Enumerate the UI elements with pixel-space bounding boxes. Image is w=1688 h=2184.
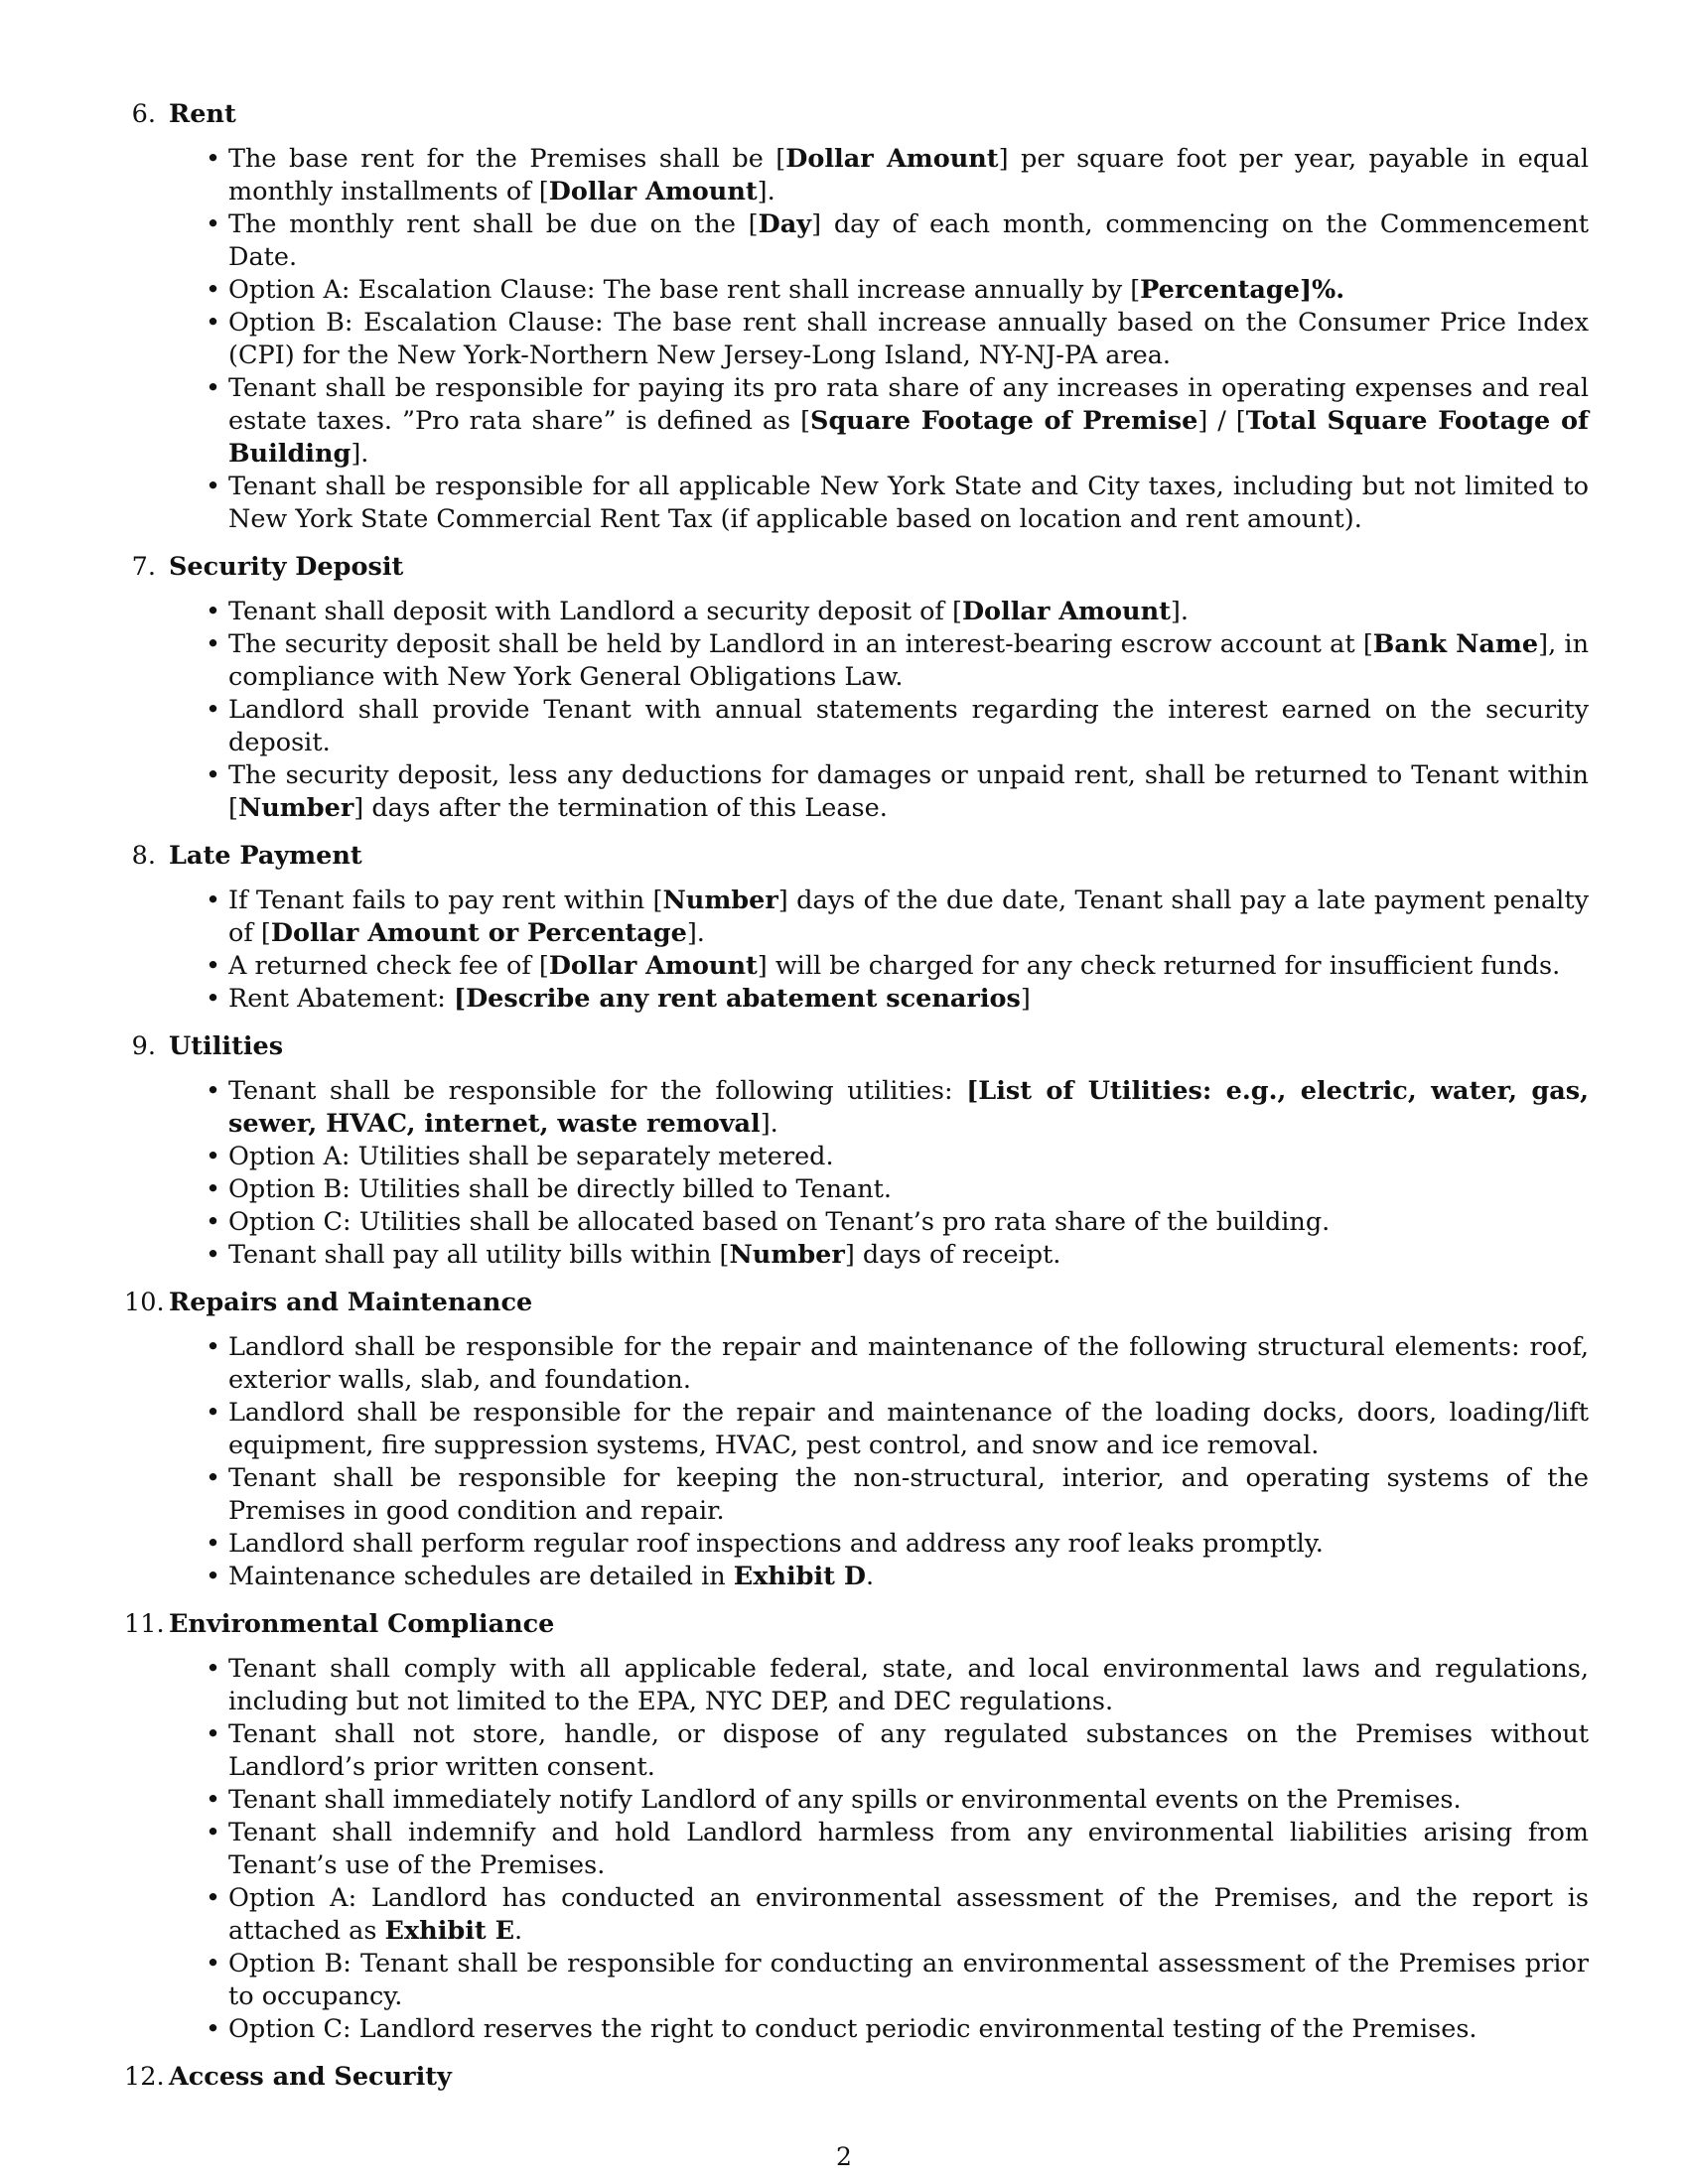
section-heading [124, 1607, 1589, 1642]
clause-text: ] days of receipt. [844, 1240, 1061, 1270]
clause-text: Option A: Utilities shall be separately metered. [228, 1142, 834, 1171]
clause-item [228, 143, 1589, 208]
clause-item [228, 950, 1589, 983]
placeholder-field: Number [729, 1240, 845, 1270]
clause-item [228, 1561, 1589, 1593]
clause-text: ]. [686, 918, 705, 948]
section-11 [124, 1607, 1589, 2046]
placeholder-field: Exhibit D [733, 1562, 866, 1591]
placeholder-field: Bank Name [1372, 629, 1539, 659]
clause-list [124, 1331, 1589, 1593]
clause-text: The security deposit shall be held by Landlord in an interest-bearing escrow account at [ [228, 629, 1373, 659]
section-6 [124, 97, 1589, 536]
clause-text: Landlord shall be responsible for the repair and maintenance of the following structural elements: roof, exterior walls, slab, and foundation. [228, 1332, 1589, 1395]
page-number: 2 [836, 2142, 852, 2171]
clause-text: A returned check fee of [ [228, 951, 549, 981]
clause-text: ]. [1170, 597, 1189, 626]
clause-text: The monthly rent shall be due on the [ [228, 209, 759, 239]
clause-text: Tenant shall be responsible for all applicable New York State and City taxes, including but not limited to New York State Commercial Rent Tax (if applicable based on location and rent amount). [228, 472, 1589, 534]
clause-item [228, 471, 1589, 536]
clause-item [228, 694, 1589, 759]
section-7 [124, 550, 1589, 825]
section-title: Late Payment [169, 841, 362, 871]
section-number: 6. [131, 99, 156, 129]
clause-text: Tenant shall immediately notify Landlord of any spills or environmental events on the Premises. [228, 1785, 1462, 1815]
clause-item [228, 1528, 1589, 1561]
clause-text: Tenant shall comply with all applicable federal, state, and local environmental laws and regulations, including but not limited to the EPA, NYC DEP, and DEC regulations. [228, 1654, 1589, 1716]
section-title: Environmental Compliance [169, 1609, 555, 1639]
placeholder-field: Total Square Footage of Building [228, 406, 1589, 469]
clause-text: Maintenance schedules are detailed in [228, 1562, 734, 1591]
clause-item [228, 983, 1589, 1016]
clause-text: ] days after the termination of this Lease. [353, 793, 888, 823]
placeholder-field: Percentage [1140, 275, 1300, 305]
clause-item [228, 208, 1589, 274]
section-number: 12. [124, 2062, 165, 2092]
section-heading [124, 1029, 1589, 1064]
clause-text: The security deposit, less any deductions for damages or unpaid rent, shall be returned to Tenant within [ [228, 760, 1589, 823]
clause-text: ] / [ [1197, 406, 1246, 436]
clause-text: Landlord shall perform regular roof inspections and address any roof leaks promptly. [228, 1529, 1324, 1559]
clause-item [228, 1718, 1589, 1784]
placeholder-field: Dollar Amount [548, 177, 758, 206]
clause-text: Option B: Escalation Clause: The base rent shall increase annually based on the Consumer Price Index (CPI) for the New York-Northern New Jersey-Long Island, NY-NJ-PA area. [228, 308, 1589, 370]
clause-item [228, 1173, 1589, 1206]
section-title: Repairs and Maintenance [169, 1288, 533, 1317]
placeholder-field: Dollar Amount or Percentage [270, 918, 687, 948]
clause-text: Option A: Escalation Clause: The base rent shall increase annually by [ [228, 275, 1141, 305]
clause-text: ]. [757, 177, 775, 206]
clause-text: . [865, 1562, 875, 1591]
section-10 [124, 1286, 1589, 1593]
clause-text: Option C: Landlord reserves the right to conduct periodic environmental testing of the Premises. [228, 2014, 1477, 2044]
clause-item [228, 307, 1589, 372]
clause-item [228, 1206, 1589, 1239]
section-title: Access and Security [169, 2062, 452, 2092]
section-8 [124, 839, 1589, 1016]
clause-text: Landlord shall provide Tenant with annual statements regarding the interest earned on the security deposit. [228, 695, 1589, 757]
clause-item [228, 1331, 1589, 1397]
clause-item [228, 372, 1589, 471]
placeholder-field: Number [237, 793, 354, 823]
section-title: Security Deposit [169, 552, 404, 582]
clause-text: ] will be charged for any check returned for insufficient funds. [757, 951, 1561, 981]
clause-text: Rent Abatement: [228, 984, 454, 1014]
section-number: 11. [124, 1609, 165, 1639]
clause-list [124, 1075, 1589, 1272]
section-heading [124, 1286, 1589, 1320]
section-number: 9. [131, 1031, 156, 1061]
clause-item [228, 759, 1589, 825]
clause-item [228, 2013, 1589, 2046]
clause-text: Tenant shall deposit with Landlord a security deposit of [ [228, 597, 962, 626]
clause-text: The base rent for the Premises shall be [ [228, 144, 786, 174]
clause-item [228, 596, 1589, 628]
placeholder-field: Number [662, 886, 778, 915]
clause-text: Tenant shall be responsible for keeping the non-structural, interior, and operating systems of the Premises in good condition and repair. [228, 1463, 1589, 1526]
placeholder-field: Dollar Amount [548, 951, 758, 981]
clause-item [228, 1141, 1589, 1173]
clause-text: Tenant shall be responsible for the following utilities: [228, 1076, 967, 1106]
clause-text: ], in compliance with New York General Obligations Law. [228, 629, 1589, 692]
clause-text: Option C: Utilities shall be allocated based on Tenant’s pro rata share of the building. [228, 1207, 1331, 1237]
clause-item [228, 1462, 1589, 1528]
clause-text: Landlord shall be responsible for the repair and maintenance of the loading docks, doors, loading/lift equipment, fire suppression systems, HVAC, pest control, and snow and ice removal. [228, 1398, 1589, 1460]
placeholder-field: Dollar Amount [785, 144, 999, 174]
section-heading [124, 550, 1589, 585]
clause-list [124, 1653, 1589, 2046]
clause-text: Tenant shall indemnify and hold Landlord harmless from any environmental liabilities arising from Tenant’s use of the Premises. [228, 1818, 1589, 1880]
clause-item [228, 1817, 1589, 1882]
clause-text: If Tenant fails to pay rent within [ [228, 886, 663, 915]
clause-list [124, 885, 1589, 1016]
clause-item [228, 1397, 1589, 1462]
clause-item [228, 1784, 1589, 1817]
section-title: Utilities [169, 1031, 284, 1061]
section-number: 10. [124, 1288, 165, 1317]
clause-item [228, 1239, 1589, 1272]
clause-item [228, 1948, 1589, 2013]
section-heading [124, 839, 1589, 874]
clause-text: Option A: Landlord has conducted an environmental assessment of the Premises, and the report is attached as [228, 1883, 1589, 1946]
clause-item [228, 628, 1589, 694]
placeholder-field: [Describe any rent abatement scenarios [454, 984, 1021, 1014]
clause-text: . [514, 1916, 523, 1946]
placeholder-field: Square Footage of Premise [810, 406, 1198, 436]
placeholder-field: ]%. [1299, 275, 1345, 305]
clause-text: Tenant shall pay all utility bills within [ [228, 1240, 730, 1270]
clause-text: ]. [351, 439, 369, 469]
section-number: 7. [131, 552, 156, 582]
clause-item [228, 1882, 1589, 1948]
clause-text: Tenant shall be responsible for paying its pro rata share of any increases in operating expenses and real estate taxes. ”Pro rata share” is defined as [ [228, 373, 1589, 436]
clause-text: Option B: Tenant shall be responsible for conducting an environmental assessment of the Premises prior to occupancy. [228, 1949, 1589, 2011]
placeholder-field: Dollar Amount [961, 597, 1171, 626]
placeholder-field: [List of Utilities: e.g., electric, water, gas, sewer, HVAC, internet, waste removal [228, 1076, 1589, 1139]
clause-item [228, 885, 1589, 950]
clause-text: ] [1020, 984, 1031, 1014]
section-title: Rent [169, 99, 236, 129]
clause-list [124, 596, 1589, 825]
section-9 [124, 1029, 1589, 1272]
clause-list [124, 143, 1589, 536]
clause-text: ] per square foot per year, payable in equal monthly installments of [ [228, 144, 1589, 206]
placeholder-field: Day [758, 209, 812, 239]
clause-item [228, 274, 1589, 307]
clause-item [228, 1653, 1589, 1718]
placeholder-field: Exhibit E [384, 1916, 515, 1946]
lease-sections [124, 97, 1589, 2095]
section-heading [124, 2060, 1589, 2095]
section-heading [124, 97, 1589, 132]
clause-text: ]. [760, 1109, 778, 1139]
clause-text: Option B: Utilities shall be directly billed to Tenant. [228, 1174, 892, 1204]
section-12 [124, 2060, 1589, 2095]
clause-text: Tenant shall not store, handle, or dispose of any regulated substances on the Premises without Landlord’s prior written consent. [228, 1719, 1589, 1782]
section-number: 8. [131, 841, 156, 871]
clause-text: ] day of each month, commencing on the Commencement Date. [228, 209, 1589, 272]
clause-text: ] days of the due date, Tenant shall pay a late payment penalty of [ [228, 886, 1589, 948]
clause-item [228, 1075, 1589, 1141]
